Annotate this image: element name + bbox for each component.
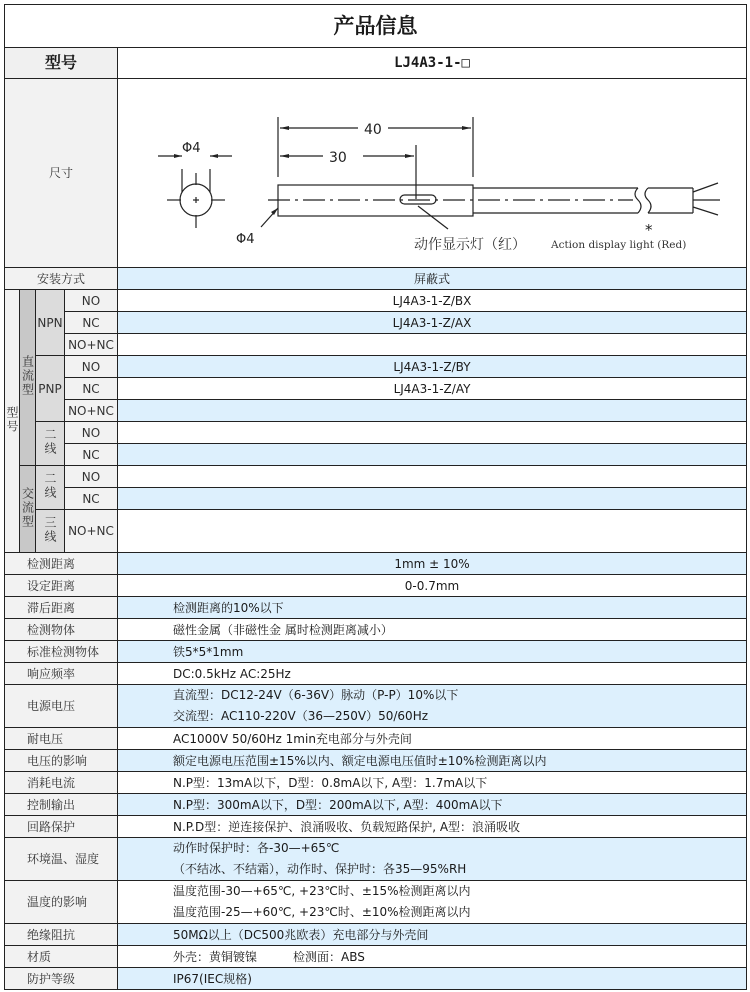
ac-three-wire-label: 三线 [36,510,65,553]
spec-value [118,685,747,728]
spec-label: 标准检测物体 [5,641,118,663]
spec-line: 温度范围-30—+65℃, +23℃时、±15%检测距离以内 [173,884,471,898]
spec-label: 温度的影响 [5,881,118,924]
spec-line: 动作时保护时：各-30—+65℃ [173,841,340,855]
contact-label: NC [65,378,118,400]
install-value: 屏蔽式 [118,268,747,290]
spec-line: （不结冰、不结霜），动作时、保护时：各35—95%RH [173,862,467,876]
spec-value: IP67(IEC规格) [118,968,747,990]
light-label-cn: 动作显示灯（红） [414,237,526,253]
install-label: 安装方式 [5,268,118,290]
ac-two-wire-label: 二线 [36,466,65,510]
spec-label: 回路保护 [5,816,118,838]
spec-value: 外壳：黄铜镀镍 检测面：ABS [118,946,747,968]
spec-value: AC1000V 50/60Hz 1min充电部分与外壳间 [118,728,747,750]
model-cell: LJ4A3-1-Z/BX [118,290,747,312]
spec-value: 50MΩ以上（DC500兆欧表）充电部分与外壳间 [118,924,747,946]
spec-value: N.P.D型：逆连接保护、浪涌吸收、负载短路保护, A型：浪涌吸收 [118,816,747,838]
spec-label: 材质 [5,946,118,968]
spec-value: 0-0.7mm [118,575,747,597]
dim-30: 30 [329,150,347,166]
model-label: 型号 [5,48,118,79]
dimension-label: 尺寸 [5,79,118,268]
dc-two-wire-label: 二线 [36,422,65,466]
spec-label: 电压的影响 [5,750,118,772]
spec-value: 检测距离的10%以下 [118,597,747,619]
spec-label: 检测距离 [5,553,118,575]
dimension-drawing-cell [118,79,747,268]
contact-label: NO [65,466,118,488]
spec-value [118,881,747,924]
npn-label: NPN [36,290,65,356]
spec-line: 温度范围-25—+60℃, +23℃时、±10%检测距离以内 [173,905,471,919]
contact-label: NC [65,312,118,334]
spec-value [118,838,747,881]
light-label-en: Action display light (Red) [551,239,687,251]
spec-label: 电源电压 [5,685,118,728]
dim-40: 40 [364,122,382,138]
dimension-drawing [118,79,747,267]
contact-label: NC [65,488,118,510]
spec-value: 额定电源电压范围±15%以内、额定电源电压值时±10%检测距离以内 [118,750,747,772]
spec-label: 消耗电流 [5,772,118,794]
spec-label: 控制输出 [5,794,118,816]
model-cell: LJ4A3-1-Z/AX [118,312,747,334]
model-outer-label: 型号 [5,290,20,553]
sensor-drawing-icon [118,79,747,267]
page-title: 产品信息 [5,5,747,48]
contact-label: NO [65,422,118,444]
spec-label: 环境温、湿度 [5,838,118,881]
spec-value: DC:0.5kHz AC:25Hz [118,663,747,685]
spec-label: 防护等级 [5,968,118,990]
model-cell: LJ4A3-1-Z/BY [118,356,747,378]
spec-label: 耐电压 [5,728,118,750]
contact-label: NO+NC [65,334,118,356]
star-mark: * [645,221,653,239]
spec-label: 响应频率 [5,663,118,685]
model-cell [118,444,747,466]
spec-value: N.P型：13mA以下，D型：0.8mA以下, A型：1.7mA以下 [118,772,747,794]
contact-label: NO+NC [65,510,118,553]
ac-type-label: 交流型 [20,466,36,553]
model-cell [118,400,747,422]
contact-label: NC [65,444,118,466]
dim-phi-side: Φ4 [236,232,255,247]
spec-label: 滞后距离 [5,597,118,619]
spec-value: 铁5*5*1mm [118,641,747,663]
model-cell [118,422,747,444]
pnp-label: PNP [36,356,65,422]
spec-line: 交流型：AC110-220V（36—250V）50/60Hz [173,709,429,723]
spec-label: 绝缘阻抗 [5,924,118,946]
contact-label: NO+NC [65,400,118,422]
contact-label: NO [65,290,118,312]
spec-value: 磁性金属（非磁性金 属时检测距离减小） [118,619,747,641]
model-cell [118,488,747,510]
model-cell [118,334,747,356]
model-value: LJ4A3-1-□ [118,48,747,79]
model-cell: LJ4A3-1-Z/AY [118,378,747,400]
dc-type-label: 直流型 [20,290,36,466]
spec-value: N.P型：300mA以下，D型：200mA以下, A型：400mA以下 [118,794,747,816]
spec-line: 直流型：DC12-24V（6-36V）脉动（P-P）10%以下 [173,688,459,702]
contact-label: NO [65,356,118,378]
spec-label: 设定距离 [5,575,118,597]
spec-label: 检测物体 [5,619,118,641]
model-cell [118,466,747,488]
spec-value: 1mm ± 10% [118,553,747,575]
dim-phi-top: Φ4 [182,141,201,156]
model-cell [118,510,747,553]
product-info-table [4,4,747,990]
